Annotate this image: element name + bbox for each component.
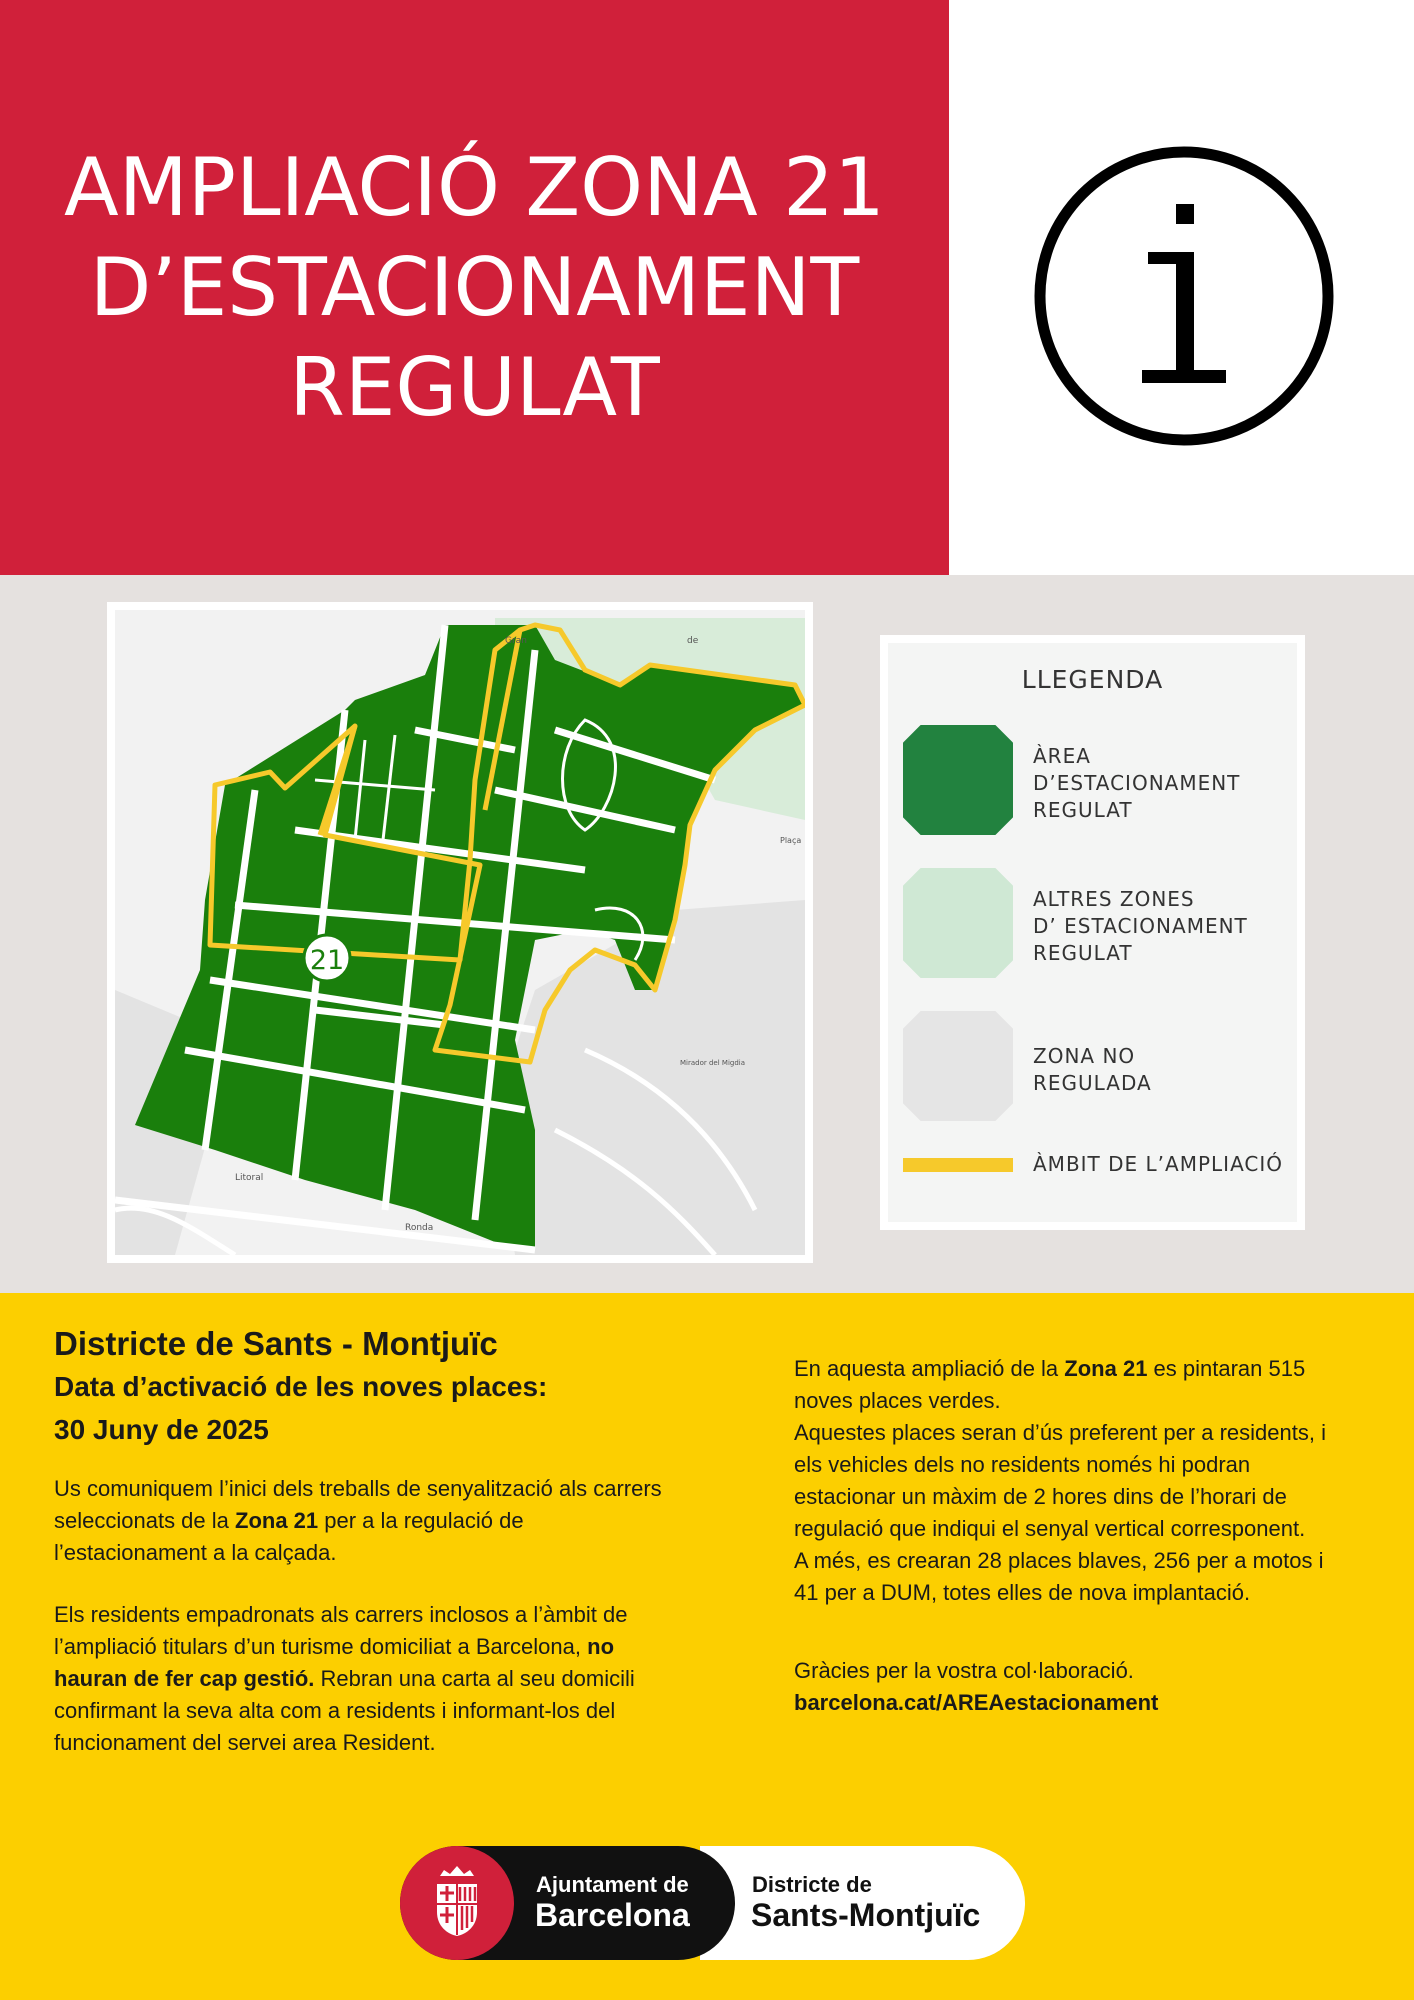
legend-swatch-non-regulated bbox=[903, 1011, 1013, 1121]
extra-places-paragraph: A més, es crearan 28 places blaves, 256 per a motos i 41 per a DUM, totes elles de nova implantació. bbox=[794, 1548, 1324, 1605]
street-label: Plaça bbox=[780, 836, 802, 845]
page-title-line-3: REGULAT bbox=[289, 340, 660, 434]
legend-label-other-zones bbox=[1033, 886, 1248, 967]
legend-label-line: ZONA NO bbox=[1033, 1044, 1136, 1068]
info-section bbox=[0, 1293, 1414, 2000]
street-label: de bbox=[687, 636, 699, 646]
info-icon bbox=[1030, 142, 1338, 450]
page-title-line-2: D’ESTACIONAMENT bbox=[89, 240, 860, 334]
legend-label-line: ALTRES ZONES bbox=[1033, 887, 1195, 911]
title-box bbox=[0, 0, 949, 575]
street-label: Litoral bbox=[235, 1173, 264, 1183]
logo-text-sants-montjuic: Sants-Montjuïc bbox=[751, 1897, 981, 1933]
street-label: Ronda bbox=[405, 1223, 434, 1233]
logo-text-barcelona: Barcelona bbox=[535, 1897, 690, 1933]
legend-panel bbox=[888, 643, 1297, 1222]
legend-label-line: REGULAT bbox=[1033, 798, 1133, 822]
page-title-line-1: AMPLIACIÓ ZONA 21 bbox=[64, 140, 885, 234]
legend bbox=[880, 635, 1305, 1230]
activation-date-label: Data d’activació de les noves places: bbox=[54, 1371, 548, 1402]
logo-text-ajuntament: Ajuntament de bbox=[536, 1872, 689, 1897]
zone-number: 21 bbox=[309, 945, 345, 976]
info-left-column bbox=[54, 1323, 674, 1759]
map-section bbox=[0, 575, 1414, 1293]
info-right-column bbox=[794, 1353, 1354, 1719]
legend-label-line: REGULAT bbox=[1033, 941, 1133, 965]
legend-swatch-boundary bbox=[903, 1158, 1013, 1172]
thanks-text: Gràcies per la vostra col·laboració. bbox=[794, 1658, 1134, 1683]
legend-label-line: D’ESTACIONAMENT bbox=[1033, 771, 1241, 795]
legend-label-regulated bbox=[1033, 743, 1240, 824]
header bbox=[0, 0, 1414, 575]
barcelona-logo bbox=[400, 1846, 1025, 1960]
legend-label-boundary bbox=[1033, 1151, 1283, 1178]
zone-map-graphic bbox=[115, 610, 805, 1255]
legend-label-line: ÀREA bbox=[1033, 744, 1091, 768]
residents-paragraph: Els residents empadronats als carrers inclosos a l’àmbit de l’ampliació titulars d’un turisme domiciliat a Barcelona, no hauran de fer cap gestió. Rebran una carta al seu domicili confirmant la seva alta com a residents i informant-los del funcionament del servei area Resident. bbox=[54, 1602, 635, 1755]
activation-date-value: 30 Juny de 2025 bbox=[54, 1414, 269, 1445]
zone-map bbox=[107, 602, 813, 1263]
district-heading: Districte de Sants - Montjuïc bbox=[54, 1325, 498, 1362]
places-paragraph: En aquesta ampliació de la Zona 21 es pintaran 515 noves places verdes. bbox=[794, 1356, 1306, 1413]
legend-label-line: ÀMBIT DE L’AMPLIACIÓ bbox=[1033, 1152, 1283, 1176]
info-url-link[interactable]: barcelona.cat/AREAestacionament bbox=[794, 1690, 1159, 1715]
legend-swatch-other-zones bbox=[903, 868, 1013, 978]
legend-label-line: REGULADA bbox=[1033, 1071, 1152, 1095]
intro-paragraph: Us comuniquem l’inici dels treballs de senyalització als carrers seleccionats de la Zona 21 per a la regulació de l’estacionament a la calçada. bbox=[54, 1476, 662, 1565]
usage-paragraph: Aquestes places seran d’ús preferent per a residents, i els vehicles dels no residents només hi podran estacionar un màxim de 2 hores dins de l’horari de regulació que indiqui el senyal vertical corresponent. bbox=[794, 1420, 1326, 1541]
legend-swatch-regulated bbox=[903, 725, 1013, 835]
legend-title: LLEGENDA bbox=[1021, 665, 1164, 694]
logo-red-circle bbox=[400, 1846, 514, 1960]
street-label: Gran bbox=[505, 636, 527, 646]
legend-label-non-regulated bbox=[1033, 1043, 1152, 1097]
logo-text-districte: Districte de bbox=[752, 1872, 872, 1897]
street-label: Mirador del Migdia bbox=[680, 1059, 746, 1067]
legend-label-line: D’ ESTACIONAMENT bbox=[1033, 914, 1248, 938]
barcelona-shield-icon bbox=[400, 1846, 514, 1960]
